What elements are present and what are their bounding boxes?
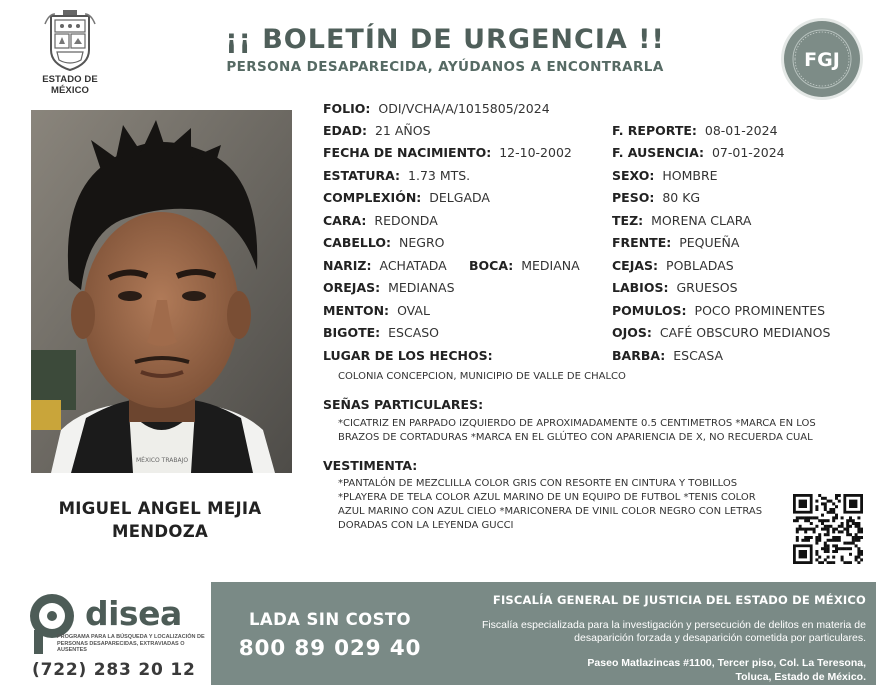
field-peso — [612, 190, 700, 206]
field-f-ausencia — [612, 145, 785, 161]
address-line1: Paseo Matlazincas #1100, Tercer piso, Col. La Teresona, — [587, 657, 866, 669]
bulletin-title: ¡¡ BOLETÍN DE URGENCIA !! — [225, 24, 665, 55]
field-bigote — [323, 325, 439, 341]
field-edad-value: 21 AÑOS — [374, 123, 431, 138]
person-name — [20, 497, 300, 543]
field-cara-label: CARA: — [323, 213, 367, 228]
fgj-seal-text: FGJ — [804, 49, 840, 71]
field-boca-label: BOCA: — [469, 258, 514, 273]
field-estatura-value: 1.73 MTS. — [408, 168, 471, 183]
field-cejas-label: CEJAS: — [612, 258, 659, 273]
estado-de-mexico-crest — [30, 10, 110, 98]
senas-particulares-text: *CICATRIZ EN PARPADO IZQUIERDO DE APROXIMADAMENTE 0.5 CENTIMETROS *MARCA EN LOS BRAZOS DE CORTADURAS *MARCA EN EL GLÚTEO CON APARIENCIA DE X, NO RECUERDA CUAL — [338, 418, 816, 443]
odisea-program-text: PROGRAMA PARA LA BÚSQUEDA Y LOCALIZACIÓN DE PERSONAS DESAPARECIDAS, EXTRAVIADAS O AUSENTES — [57, 634, 205, 653]
field-peso-label: PESO: — [612, 190, 655, 205]
fiscalia-info — [449, 582, 876, 685]
field-edad-label: EDAD: — [323, 123, 367, 138]
field-labios-label: LABIOS: — [612, 280, 669, 295]
address-line2: Toluca, Estado de México. — [735, 671, 866, 683]
vestimenta-label: VESTIMENTA: — [323, 458, 418, 473]
field-tez-value: MORENA CLARA — [651, 213, 752, 228]
field-nariz-label: NARIZ: — [323, 258, 372, 273]
qr-code[interactable] — [793, 494, 863, 564]
field-f-reporte-value: 08-01-2024 — [704, 123, 778, 138]
field-labios — [612, 280, 738, 296]
footer-band — [211, 582, 876, 685]
field-fecha-nacimiento — [323, 145, 572, 161]
field-frente-label: FRENTE: — [612, 235, 672, 250]
field-lugar-label: LUGAR DE LOS HECHOS: — [323, 348, 493, 363]
qr-code-icon — [793, 494, 863, 564]
toll-free-number[interactable]: 800 89 029 40 — [238, 636, 422, 661]
field-barba-label: BARBA: — [612, 348, 666, 363]
odisea-logo — [22, 590, 207, 682]
odisea-wordmark: disea — [85, 594, 182, 633]
field-fecha-nacimiento-label: FECHA DE NACIMIENTO: — [323, 145, 492, 160]
field-cejas — [612, 258, 734, 274]
field-menton — [323, 303, 430, 319]
field-complexion-label: COMPLEXIÓN: — [323, 190, 422, 205]
field-menton-value: OVAL — [397, 303, 430, 318]
field-barba — [612, 348, 723, 364]
field-pomulos-label: POMULOS: — [612, 303, 687, 318]
field-f-reporte — [612, 123, 778, 139]
field-nariz — [323, 258, 447, 274]
field-labios-value: GRUESOS — [676, 280, 738, 295]
field-estatura — [323, 168, 470, 184]
bulletin-subtitle: PERSONA DESAPARECIDA, AYÚDANOS A ENCONTRARLA — [226, 59, 664, 75]
field-sexo — [612, 168, 718, 184]
field-orejas — [323, 280, 455, 296]
field-pomulos-value: POCO PROMINENTES — [694, 303, 826, 318]
field-f-reporte-label: F. REPORTE: — [612, 123, 697, 138]
fiscalia-description: Fiscalía especializada para la investigación y persecución de delitos en materia de desaparición forzada y desaparición cometida por particulares. — [481, 619, 866, 644]
field-lugar — [323, 348, 501, 364]
field-f-ausencia-value: 07-01-2024 — [711, 145, 785, 160]
person-name-line1: MIGUEL ANGEL MEJIA — [58, 499, 262, 518]
state-label: ESTADO DE MÉXICO — [42, 74, 98, 96]
field-tez — [612, 213, 751, 229]
toll-free-label: LADA SIN COSTO — [249, 610, 411, 629]
field-boca-value: MEDIANA — [521, 258, 580, 273]
svg-text:MÉXICO TRABAJO: MÉXICO TRABAJO — [136, 457, 189, 464]
vestimenta-heading — [323, 458, 425, 474]
field-orejas-value: MEDIANAS — [388, 280, 455, 295]
missing-person-photo — [31, 110, 292, 473]
toll-free-box — [211, 582, 449, 685]
senas-particulares-heading — [323, 397, 491, 413]
field-cara — [323, 213, 438, 229]
field-bigote-value: ESCASO — [388, 325, 440, 340]
field-cara-value: REDONDA — [374, 213, 438, 228]
field-complexion-value: DELGADA — [429, 190, 490, 205]
field-f-ausencia-label: F. AUSENCIA: — [612, 145, 704, 160]
field-edad — [323, 123, 431, 139]
field-folio-label: FOLIO: — [323, 101, 371, 116]
senas-label: SEÑAS PARTICULARES: — [323, 397, 484, 412]
field-cabello — [323, 235, 445, 251]
fgj-seal-icon — [780, 17, 864, 101]
field-nariz-value: ACHATADA — [379, 258, 447, 273]
field-ojos-value: CAFÉ OBSCURO MEDIANOS — [659, 325, 831, 340]
field-tez-label: TEZ: — [612, 213, 644, 228]
bulletin-header — [150, 24, 740, 75]
field-estatura-label: ESTATURA: — [323, 168, 401, 183]
field-frente — [612, 235, 739, 251]
field-frente-value: PEQUEÑA — [679, 235, 740, 250]
field-fecha-nacimiento-value: 12-10-2002 — [499, 145, 572, 160]
person-name-line2: MENDOZA — [111, 522, 209, 541]
odisea-phone[interactable]: (722) 283 20 12 — [32, 660, 196, 680]
field-orejas-label: OREJAS: — [323, 280, 381, 295]
field-folio — [323, 101, 550, 117]
field-ojos — [612, 325, 830, 341]
field-folio-value: ODI/VCHA/A/1015805/2024 — [378, 101, 550, 116]
fgj-seal-logo — [780, 17, 864, 101]
field-barba-value: ESCASA — [673, 348, 724, 363]
field-cejas-value: POBLADAS — [666, 258, 734, 273]
coat-of-arms-icon — [43, 10, 97, 72]
field-sexo-value: HOMBRE — [662, 168, 718, 183]
field-peso-value: 80 KG — [662, 190, 701, 205]
fiscalia-title: FISCALÍA GENERAL DE JUSTICIA DEL ESTADO DE MÉXICO — [492, 593, 866, 607]
field-cabello-label: CABELLO: — [323, 235, 392, 250]
field-sexo-label: SEXO: — [612, 168, 655, 183]
fiscalia-address — [456, 656, 866, 684]
field-menton-label: MENTON: — [323, 303, 390, 318]
lugar-de-los-hechos-text: COLONIA CONCEPCION, MUNICIPIO DE VALLE DE CHALCO — [338, 371, 626, 382]
field-boca — [469, 258, 580, 274]
field-cabello-value: NEGRO — [399, 235, 445, 250]
field-bigote-label: BIGOTE: — [323, 325, 381, 340]
field-pomulos — [612, 303, 825, 319]
field-complexion — [323, 190, 490, 206]
field-ojos-label: OJOS: — [612, 325, 652, 340]
vestimenta-text: *PANTALÓN DE MEZCLILLA COLOR GRIS CON RESORTE EN CINTURA Y TOBILLOS *PLAYERA DE TELA COLOR AZUL MARINO DE UN EQUIPO DE FUTBOL *TENIS COLOR AZUL MARINO CON AZUL CIELO *MARICONERA DE VINIL COLOR NEGRO CON LETRAS DORADAS CON LA LEYENDA GUCCI — [338, 478, 763, 531]
